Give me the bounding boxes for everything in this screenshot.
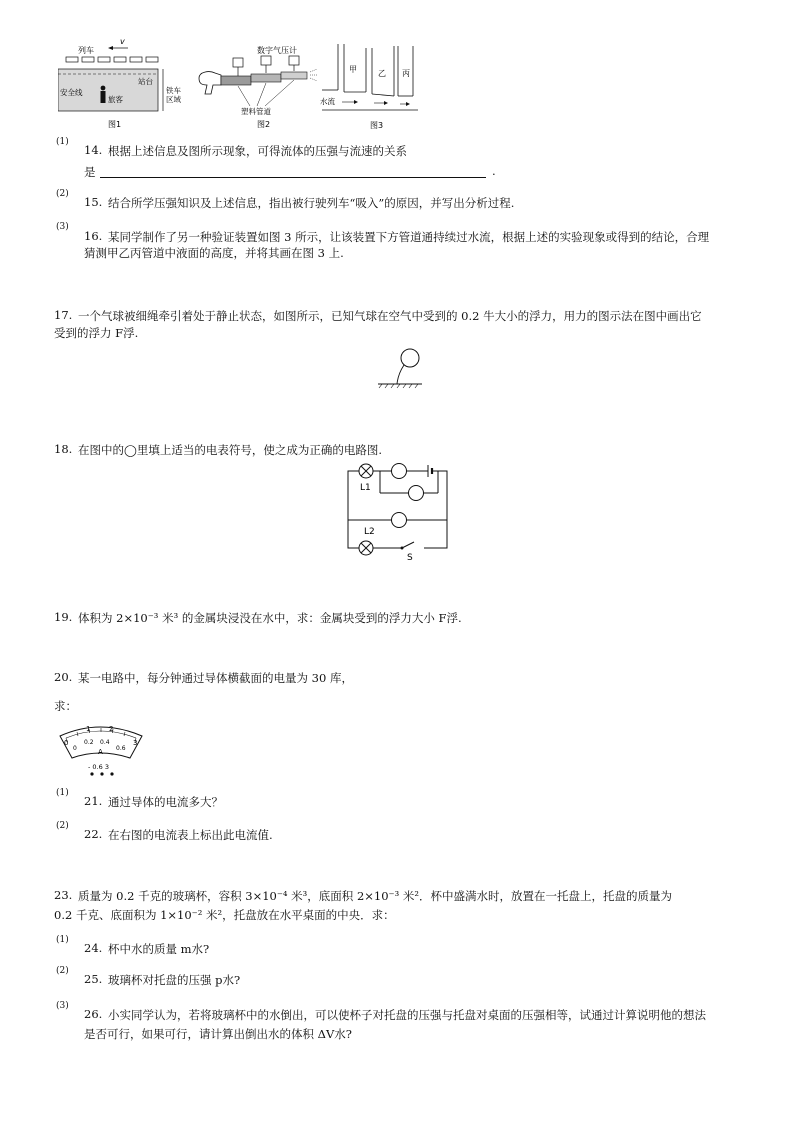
q23-text2: 0.2 千克、底面积为 1×10⁻² 米²，托盘放在水平桌面的中央．求：	[54, 908, 395, 922]
q22-text: 在右图的电流表上标出此电流值.	[108, 828, 273, 842]
q26-number: 26.	[84, 1007, 103, 1021]
q15-text: 结合所学压强知识及上述信息，指出被行驶列车“吸入”的原因，并写出分析过程.	[108, 196, 515, 210]
ammeter-outer-3: 3	[133, 739, 138, 747]
circuit-diagram	[340, 460, 460, 565]
meter-slot-3[interactable]	[392, 513, 407, 528]
q24-number: 24.	[84, 941, 103, 955]
figure-3-water-tubes	[318, 42, 428, 132]
ammeter-unit: A	[98, 748, 103, 756]
balloon-icon	[401, 349, 419, 367]
q15-number: 15.	[84, 195, 103, 209]
q20-text2: 求：	[54, 699, 77, 713]
terminal-3[interactable]	[110, 772, 113, 775]
ammeter-inner-3: 0.6	[116, 745, 126, 752]
fig1-train-label: 列车	[78, 46, 94, 55]
q21-number: 21.	[84, 794, 103, 808]
q23-number: 23.	[54, 888, 73, 902]
q20-number: 20.	[54, 670, 73, 684]
label-switch-s: S	[407, 553, 413, 563]
q22-number: 22.	[84, 827, 103, 841]
terminal-0-6[interactable]	[100, 772, 103, 775]
balloon-string	[397, 365, 404, 384]
fig3-tube-b: 乙	[378, 69, 386, 78]
q18-number: 18.	[54, 442, 73, 456]
fig3-tube-a: 甲	[349, 65, 357, 74]
terminal-negative[interactable]	[90, 772, 93, 775]
fig1-platform: 站台	[138, 77, 153, 86]
ammeter-outer-1: 1	[86, 725, 91, 733]
label-l2: L2	[364, 527, 375, 537]
q16-number: 16.	[84, 229, 103, 243]
ammeter-outer-2: 2	[109, 725, 114, 733]
ammeter-inner-2: 0.4	[100, 739, 110, 746]
q14-blank-end: .	[492, 164, 496, 178]
fig2-gauge-label: 数字气压计	[257, 46, 297, 55]
fig1-track-area-2: 区域	[166, 95, 181, 104]
figure-2-pressure-tube	[195, 40, 325, 130]
meter-slot-1[interactable]	[392, 464, 407, 479]
fig1-track-area-1: 铁车	[166, 86, 181, 95]
q14-text2: 是	[84, 165, 96, 179]
ammeter-dial	[56, 720, 146, 778]
q14-sub: (1)	[56, 137, 69, 147]
meter-slot-2[interactable]	[409, 486, 424, 501]
q16-text: 某同学制作了另一种验证装置如图 3 所示，让该装置下方管道通持续过水流，根据上述的实验现象或得到的结论，合理	[108, 230, 710, 244]
fig1-velocity-label: v	[120, 37, 125, 46]
q25-text: 玻璃杯对托盘的压强 p水?	[108, 973, 241, 987]
q16-text2: 猜测甲乙丙管道中液面的高度，并将其画在图 3 上.	[84, 246, 344, 260]
hair-dryer-icon	[199, 72, 221, 94]
q16-sub: (3)	[56, 222, 69, 232]
q17-text: 一个气球被细绳牵引着处于静止状态，如图所示，已知气球在空气中受到的 0.2 牛大小的浮力，用力的图示法在图中画出它	[78, 309, 702, 323]
ammeter-inner-0: 0	[73, 745, 77, 752]
q15-sub: (2)	[56, 189, 69, 199]
fig1-passenger: 旅客	[108, 95, 123, 104]
switch-lever	[402, 542, 414, 548]
q19-text: 体积为 2×10⁻³ 米³ 的金属块浸没在水中，求：金属块受到的浮力大小 F浮.	[78, 611, 462, 625]
q14-text: 根据上述信息及图所示现象，可得流体的压强与流速的关系	[108, 144, 407, 158]
q19-number: 19.	[54, 610, 73, 624]
q20-text: 某一电路中，每分钟通过导体横截面的电量为 30 库，	[78, 671, 353, 685]
q23-text: 质量为 0.2 千克的玻璃杯，容积 3×10⁻⁴ 米³，底面积 2×10⁻³ 米²．杯中盛满水时，放置在一托盘上，托盘的质量为	[78, 889, 672, 903]
q25-sub: (2)	[56, 966, 69, 976]
q17-text2: 受到的浮力 F浮.	[54, 326, 139, 340]
ammeter-outer-0: 0	[64, 739, 69, 747]
q21-sub: (1)	[56, 788, 69, 798]
fig3-tube-c: 丙	[402, 69, 410, 78]
q24-text: 杯中水的质量 m水?	[108, 942, 210, 956]
fig2-caption: 图2	[257, 120, 271, 129]
balloon-figure	[372, 346, 427, 394]
q25-number: 25.	[84, 972, 103, 986]
fig1-safety-line: 安全线	[60, 88, 83, 97]
ammeter-terminals: - 0.6 3	[88, 763, 109, 771]
label-l1: L1	[360, 483, 371, 493]
q14-answer-blank[interactable]	[100, 177, 486, 178]
figure-1-train-platform	[58, 36, 193, 131]
q21-text: 通过导体的电流多大？	[108, 795, 223, 809]
fig2-pipe-label: 塑料管道	[241, 107, 271, 116]
q26-sub: (3)	[56, 1001, 69, 1011]
q24-sub: (1)	[56, 935, 69, 945]
q22-sub: (2)	[56, 821, 69, 831]
fig3-flow-label: 水流	[320, 97, 335, 106]
q14-number: 14.	[84, 143, 103, 157]
q26-text: 小实同学认为，若将玻璃杯中的水倒出，可以使杯子对托盘的压强与托盘对桌面的压强相等，试通过计算说明他的想法	[108, 1008, 706, 1022]
q17-number: 17.	[54, 308, 73, 322]
passenger-figure	[101, 86, 106, 91]
q26-text2: 是否可行，如果可行，请计算出倒出水的体积 ΔV水?	[84, 1027, 352, 1041]
ammeter-inner-1: 0.2	[84, 739, 94, 746]
q18-text: 在图中的◯里填上适当的电表符号，使之成为正确的电路图.	[78, 443, 383, 457]
fig3-caption: 图3	[370, 121, 384, 130]
fig1-caption: 图1	[108, 120, 122, 129]
